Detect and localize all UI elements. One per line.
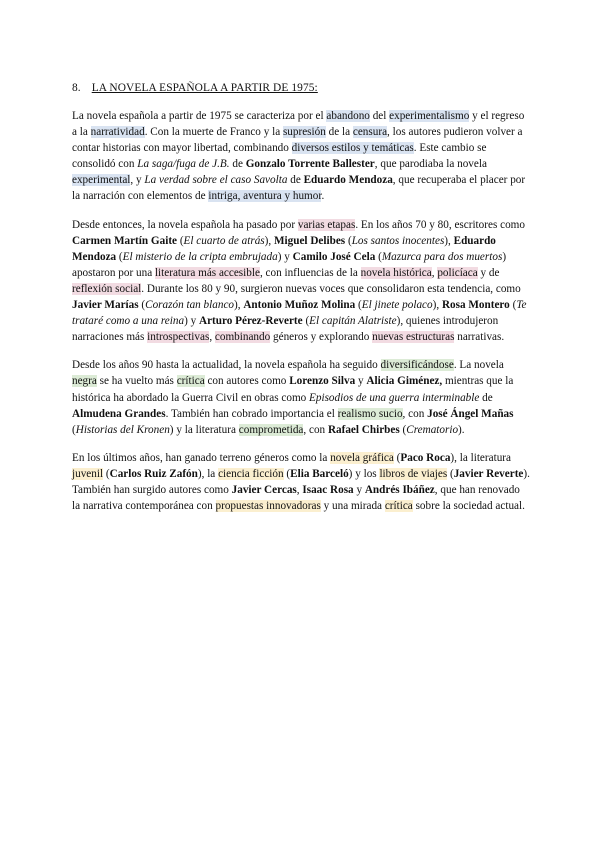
- text-run: se ha vuelto más: [96, 375, 177, 388]
- text-run: géneros y explorando: [270, 331, 373, 344]
- text-run: (: [355, 299, 362, 312]
- text-run: mientras que la histórica ha abordado la Guerra Civil en obras como: [72, 375, 514, 404]
- body-text: [72, 108, 530, 514]
- author-name: Paco Roca: [400, 451, 451, 464]
- work-title: El cuarto de atrás: [183, 234, 265, 247]
- work-title: Los santos inocentes: [351, 234, 445, 247]
- section-heading: [72, 82, 530, 94]
- work-title: Historias del Kronen: [75, 423, 170, 436]
- text-run: y de: [477, 266, 500, 279]
- highlighted-term: literatura más accesible: [154, 266, 260, 279]
- text-run: ,: [431, 266, 438, 279]
- highlighted-term: supresión: [282, 126, 326, 139]
- text-run: (: [447, 467, 454, 480]
- author-name: José Ángel Mañas: [427, 407, 514, 420]
- highlighted-term: censura: [352, 126, 388, 139]
- text-run: y el regreso a la: [72, 110, 525, 139]
- author-name: Javier Marías: [72, 299, 139, 312]
- highlighted-term: nuevas estructuras: [372, 331, 455, 344]
- text-run: ),: [264, 234, 274, 247]
- text-run: . Durante los 80 y 90, surgieron nuevas voces que consolidaron esta tendencia, como: [141, 282, 521, 295]
- work-title: Mazurca para dos muertos: [381, 250, 503, 263]
- highlighted-term: narratividad: [90, 126, 145, 139]
- highlighted-term: libros de viajes: [379, 467, 448, 480]
- highlighted-term: novela histórica: [360, 266, 432, 279]
- text-run: ),: [234, 299, 244, 312]
- text-run: (: [72, 423, 76, 436]
- text-run: (: [375, 250, 382, 263]
- text-run: ), la: [197, 467, 219, 480]
- author-name: Alicia Giménez,: [366, 375, 443, 388]
- text-run: Desde los años 90 hasta la actualidad, la novela española ha seguido: [72, 359, 381, 372]
- text-run: ), quienes introdujeron narraciones más: [72, 315, 499, 344]
- author-name: Eduardo Mendoza: [303, 174, 393, 187]
- section-number: 8.: [72, 82, 81, 94]
- author-name: Lorenzo Silva: [289, 375, 356, 388]
- highlighted-term: reflexión social: [72, 282, 142, 295]
- author-name: Miguel Delibes: [273, 234, 346, 247]
- text-run: . La novela: [453, 359, 504, 372]
- text-run: (: [302, 315, 310, 328]
- text-run: ) apostaron por una: [72, 250, 507, 279]
- text-run: y: [355, 375, 367, 388]
- highlighted-term: ciencia ficción: [218, 467, 284, 480]
- author-name: Gonzalo Torrente Ballester: [245, 158, 375, 171]
- text-run: de: [229, 158, 246, 171]
- text-run: , y: [130, 174, 145, 187]
- work-title: La saga/fuga de J.B.: [137, 158, 230, 171]
- highlighted-term: experimental: [72, 174, 131, 187]
- work-title: Episodios de una guerra interminable: [309, 391, 480, 404]
- text-run: , con influencias de la: [259, 266, 361, 279]
- text-run: ),: [444, 234, 454, 247]
- text-run: , los autores pudieron volver a contar historias con mayor libertad, combinando: [72, 126, 523, 155]
- author-name: Carmen Martín Gaite: [72, 234, 178, 247]
- text-run: (: [177, 234, 184, 247]
- text-run: (: [138, 299, 146, 312]
- author-name: Andrés Ibáñez: [364, 483, 435, 496]
- text-run: ).: [458, 423, 465, 436]
- highlighted-term: crítica: [384, 500, 413, 513]
- work-title: La verdad sobre el caso Savolta: [144, 174, 288, 187]
- author-name: Carlos Ruiz Zafón: [109, 467, 198, 480]
- paragraph-3: [72, 357, 530, 437]
- text-run: (: [283, 467, 291, 480]
- text-run: ) y: [277, 250, 293, 263]
- text-run: . En los años 70 y 80, escritores como: [355, 218, 525, 231]
- highlighted-term: diversos estilos y temáticas: [291, 142, 414, 155]
- text-run: ) y la literatura: [169, 423, 239, 436]
- highlighted-term: diversificándose: [380, 359, 454, 372]
- highlighted-term: abandono: [326, 110, 370, 122]
- section-title: LA NOVELA ESPAÑOLA A PARTIR DE 1975:: [91, 82, 318, 94]
- highlighted-term: juvenil: [72, 467, 104, 480]
- text-run: ) y: [184, 315, 199, 328]
- highlighted-term: policíaca: [437, 266, 478, 279]
- text-run: ,: [209, 331, 215, 344]
- paragraph-4: [72, 450, 530, 514]
- work-title: Te trataré como a una reina: [72, 299, 527, 328]
- text-run: , que han renovado la narrativa contemporánea con: [72, 483, 520, 513]
- highlighted-term: intriga, aventura y humor: [208, 190, 322, 203]
- author-name: Almudena Grandes: [72, 407, 166, 420]
- work-title: Corazón tan blanco: [145, 299, 235, 312]
- text-run: (: [509, 299, 517, 312]
- paragraph-1: [72, 108, 530, 205]
- text-run: (: [399, 423, 407, 436]
- text-run: (: [393, 451, 401, 464]
- text-run: ). También han surgido autores como: [72, 467, 530, 496]
- text-run: Desde entonces, la novela española ha pasado por: [72, 218, 298, 231]
- text-run: y: [353, 483, 365, 496]
- highlighted-term: comprometida: [238, 423, 304, 436]
- author-name: Rosa Montero: [441, 299, 510, 312]
- work-title: Crematorio: [406, 423, 459, 436]
- text-run: La novela española a partir de 1975 se caracteriza por el: [72, 110, 327, 122]
- text-run: de: [479, 391, 493, 404]
- author-name: Elia Barceló: [290, 467, 349, 480]
- highlighted-term: negra: [72, 375, 97, 388]
- text-run: En los últimos años, han ganado terreno géneros como la: [72, 451, 331, 464]
- text-run: (: [116, 250, 123, 263]
- text-run: . Con la muerte de Franco y la: [144, 126, 283, 139]
- author-name: Antonio Muñoz Molina: [243, 299, 356, 312]
- author-name: Arturo Pérez-Reverte: [199, 315, 303, 328]
- text-run: . También han cobrado importancia el: [165, 407, 338, 420]
- highlighted-term: crítica: [176, 375, 205, 388]
- highlighted-term: realismo sucio: [337, 407, 403, 420]
- text-run: y una mirada: [320, 500, 385, 513]
- text-run: ),: [432, 299, 442, 312]
- text-run: (: [103, 467, 110, 480]
- highlighted-term: varias etapas: [297, 218, 356, 231]
- text-run: de: [287, 174, 304, 187]
- text-run: , que recuperaba el placer por la narración con elementos de: [72, 174, 526, 203]
- text-run: ), la literatura: [450, 451, 511, 464]
- author-name: Isaac Rosa: [302, 483, 354, 496]
- text-run: narrativas.: [454, 331, 505, 344]
- highlighted-term: combinando: [214, 331, 271, 344]
- text-run: , con: [303, 423, 328, 436]
- paragraph-2: [72, 217, 530, 346]
- author-name: Eduardo Mendoza: [72, 234, 496, 263]
- highlighted-term: experimentalismo: [389, 110, 470, 122]
- text-run: , que parodiaba la novela: [374, 158, 487, 171]
- text-run: sobre la sociedad actual.: [412, 500, 525, 513]
- text-run: . Este cambio se consolidó con: [72, 142, 487, 171]
- author-name: Javier Reverte: [453, 467, 524, 480]
- highlighted-term: propuestas innovadoras: [215, 500, 321, 513]
- text-run: ,: [296, 483, 303, 496]
- text-run: con autores como: [204, 375, 290, 388]
- text-run: .: [321, 190, 325, 203]
- author-name: Javier Cercas: [231, 483, 297, 496]
- text-run: , con: [402, 407, 428, 420]
- work-title: El jinete polaco: [361, 299, 433, 312]
- author-name: Camilo José Cela: [292, 250, 376, 263]
- text-run: del: [369, 110, 390, 122]
- text-run: ) y los: [348, 467, 380, 480]
- text-run: (: [345, 234, 352, 247]
- work-title: El misterio de la cripta embrujada: [122, 250, 278, 263]
- text-run: de la: [325, 126, 353, 139]
- work-title: El capitán Alatriste: [309, 315, 397, 328]
- highlighted-term: novela gráfica: [330, 451, 394, 464]
- highlighted-term: introspectivas: [147, 331, 210, 344]
- author-name: Rafael Chirbes: [327, 423, 400, 436]
